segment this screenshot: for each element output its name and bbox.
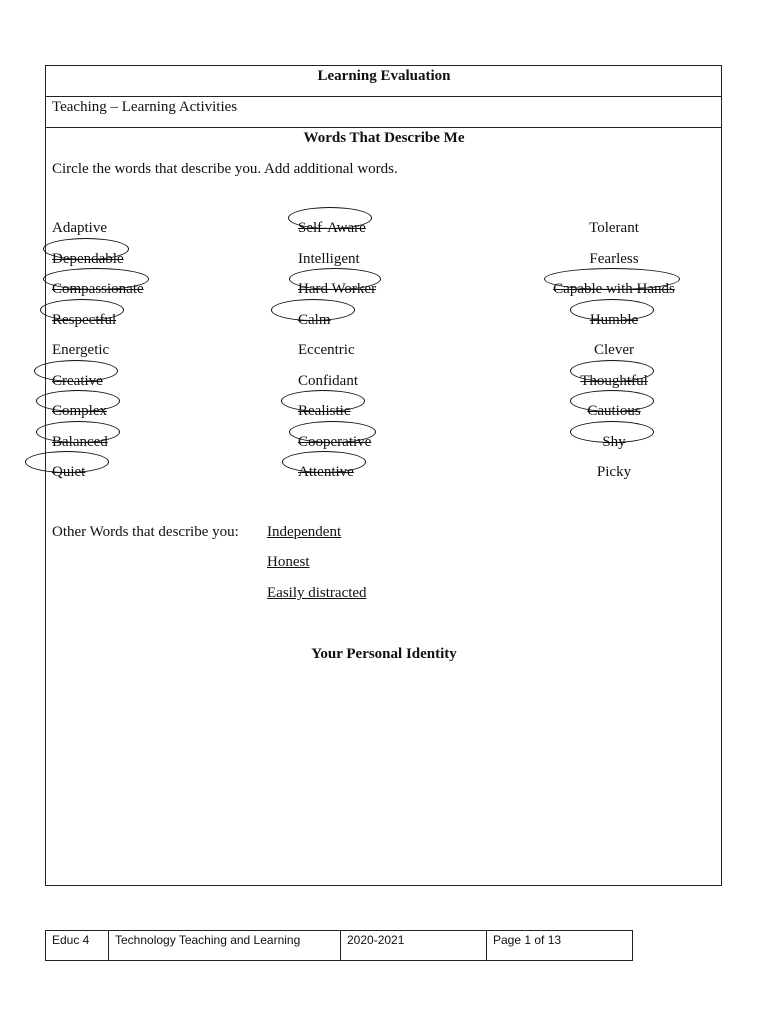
word-col1: Creative — [52, 372, 103, 389]
word-col2: Eccentric — [298, 342, 355, 358]
other-word-item: Easily distracted — [267, 585, 367, 601]
other-words-label: Other Words that describe you: — [52, 524, 239, 540]
form-subtitle: Teaching – Learning Activities — [52, 99, 238, 115]
word-col3: Cautious — [587, 403, 641, 419]
row-divider — [46, 96, 721, 97]
instruction-text: Circle the words that describe you. Add additional words. — [52, 161, 398, 177]
word-col2: Realistic — [298, 403, 351, 419]
footer-subject: Technology Teaching and Learning — [109, 931, 341, 960]
word-col1: Respectful — [52, 311, 117, 328]
evaluation-form — [45, 65, 722, 886]
word-col1: Quiet — [52, 464, 86, 480]
word-col3: Fearless — [589, 250, 639, 267]
word-col1: Dependable — [52, 250, 124, 267]
word-col3: Shy — [602, 433, 626, 450]
word-col1: Energetic — [52, 342, 110, 358]
word-col1: Complex — [52, 403, 107, 419]
other-word-item: Honest — [267, 554, 310, 570]
word-col2: Attentive — [298, 464, 354, 480]
word-col2: Cooperative — [298, 433, 372, 450]
page-footer — [45, 930, 633, 961]
word-col3: Capable with Hands — [553, 281, 675, 297]
row-divider — [46, 127, 721, 128]
word-col3: Clever — [594, 342, 634, 358]
word-col3: Thoughtful — [580, 372, 648, 389]
word-col2: Calm — [298, 311, 331, 328]
form-title: Learning Evaluation — [317, 68, 451, 84]
word-col2: Intelligent — [298, 250, 360, 267]
word-col3: Picky — [596, 464, 632, 480]
word-col3: Tolerant — [589, 220, 639, 236]
other-word-item: Independent — [267, 524, 342, 540]
footer-page: Page 1 of 13 — [493, 933, 562, 947]
word-col2: Self-Aware — [298, 220, 366, 236]
identity-title: Your Personal Identity — [311, 646, 457, 662]
word-col2: Confidant — [298, 372, 358, 389]
section-title: Words That Describe Me — [303, 130, 465, 146]
footer-year: 2020-2021 — [341, 931, 487, 960]
word-col1: Adaptive — [52, 220, 107, 236]
word-col1: Compassionate — [52, 281, 144, 297]
word-col1: Balanced — [52, 433, 108, 450]
word-col2: Hard Worker — [298, 281, 377, 297]
word-col3: Humble — [589, 311, 639, 328]
footer-course: Educ 4 — [46, 931, 109, 960]
